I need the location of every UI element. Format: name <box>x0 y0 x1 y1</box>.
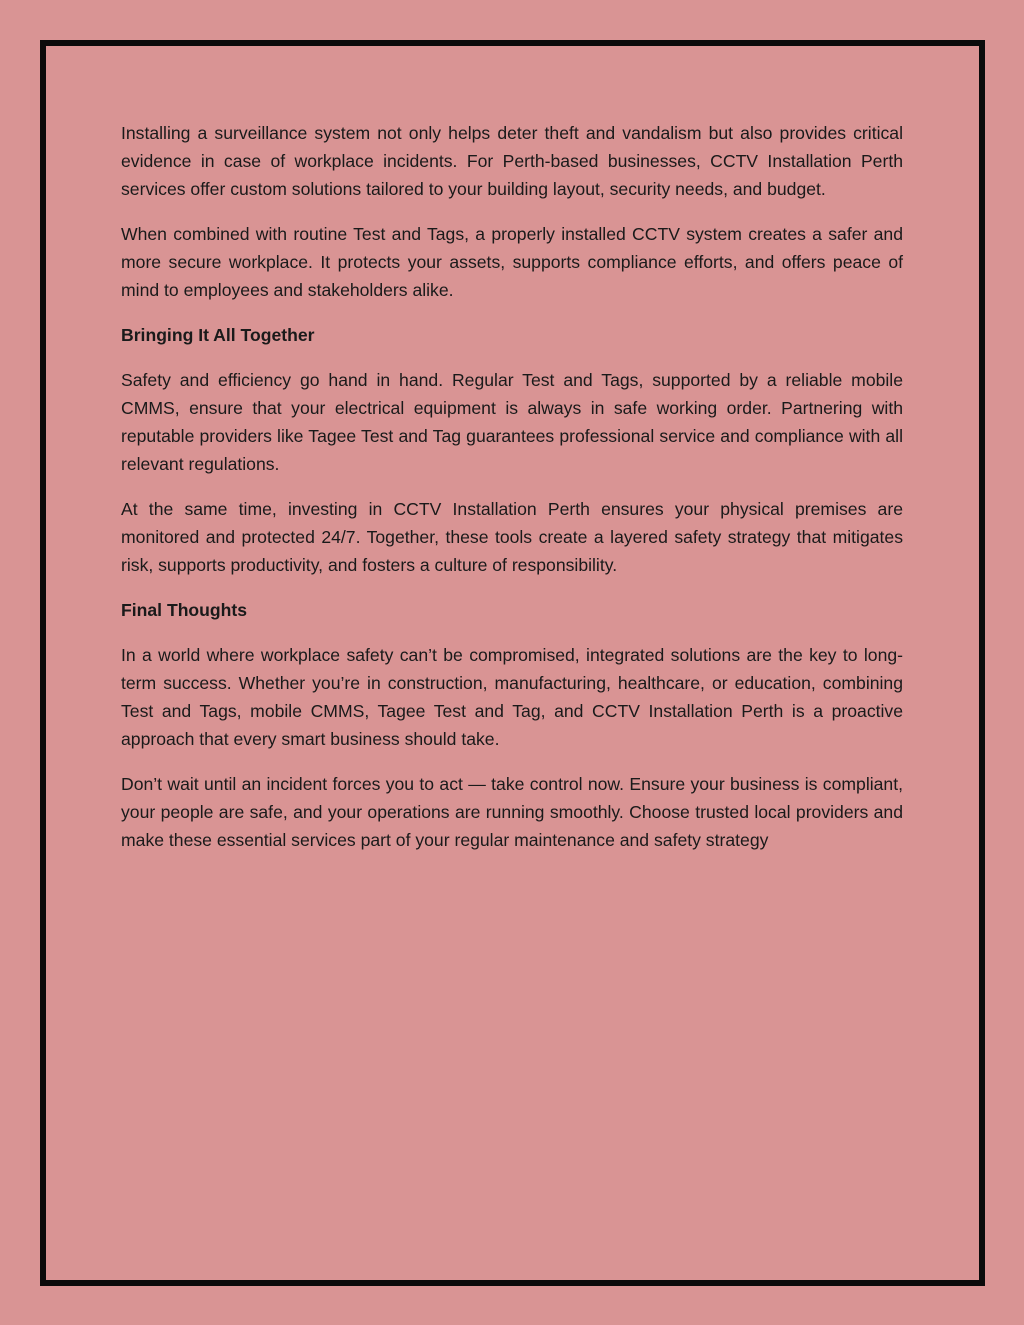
paragraph-cctv-combined: When combined with routine Test and Tags, a properly installed CCTV system creates a safer and more secure workplace. It protects your assets, supports compliance efforts, and offers peace of mind to employees and stakeholders alike. <box>121 224 903 300</box>
heading-bringing-it-all-together: Bringing It All Together <box>121 325 315 345</box>
paragraph-cctv-intro: Installing a surveillance system not only helps deter theft and vandalism but also provides critical evidence in case of workplace incidents. For Perth-based businesses, CCTV Installation Perth services offer custom solutions tailored to your building layout, security needs, and budget. <box>121 123 903 199</box>
heading-final-thoughts: Final Thoughts <box>121 600 248 620</box>
paragraph-same-time: At the same time, investing in CCTV Installation Perth ensures your physical premises are monitored and protected 24/7. Together, these tools create a layered safety strategy that mitigates risk, supports productivity, and fosters a culture of responsibility. <box>121 499 903 575</box>
paragraph-dont-wait: Don’t wait until an incident forces you to act — take control now. Ensure your business is compliant, your people are safe, and your operations are running smoothly. Choose trusted local providers and make these essential services part of your regular maintenance and safety strategy <box>121 774 903 850</box>
paragraph-safety-efficiency: Safety and efficiency go hand in hand. Regular Test and Tags, supported by a reliable mobile CMMS, ensure that your electrical equipment is always in safe working order. Partnering with reputable providers like Tagee Test and Tag guarantees professional service and compliance with all relevant regulations. <box>121 370 903 474</box>
document-body <box>121 119 903 871</box>
paragraph-world-workplace-safety: In a world where workplace safety can’t be compromised, integrated solutions are the key to long-term success. Whether you’re in construction, manufacturing, healthcare, or education, combining Test and Tags, mobile CMMS, Tagee Test and Tag, and CCTV Installation Perth is a proactive approach that every smart business should take. <box>121 645 903 749</box>
